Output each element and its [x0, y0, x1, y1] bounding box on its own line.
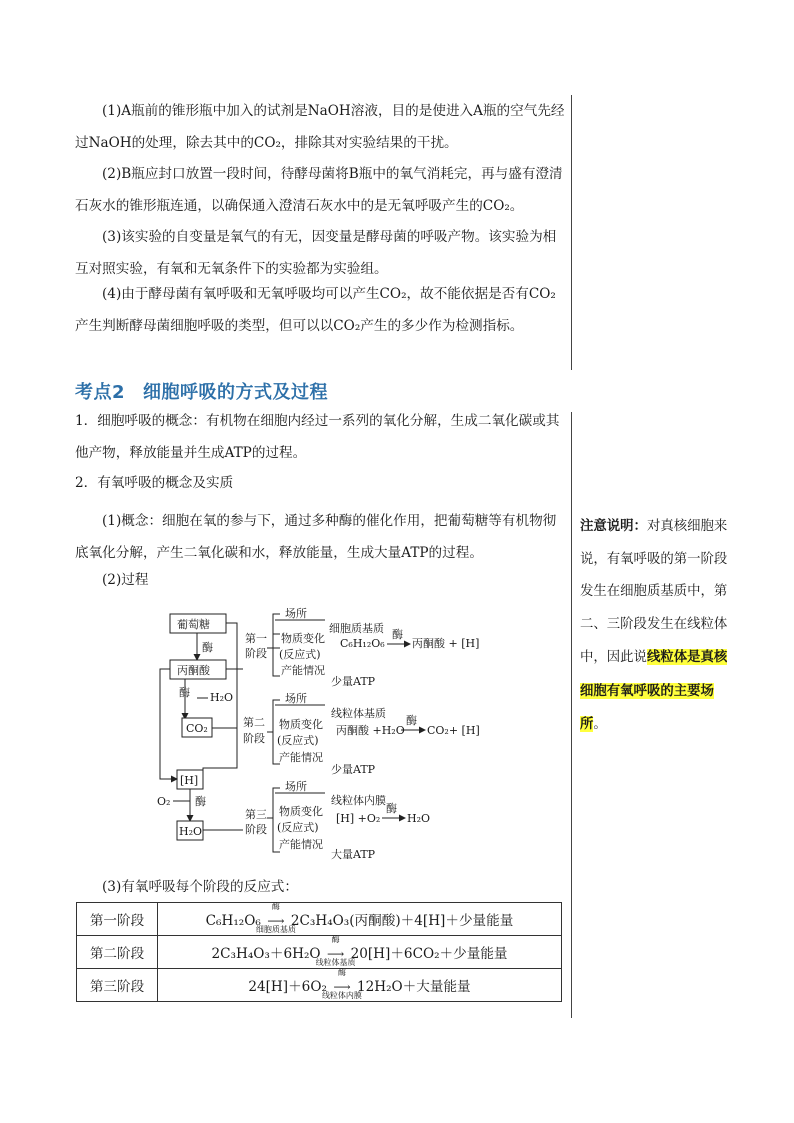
- s1-reaction-key: (反应式): [279, 648, 321, 661]
- aerobic-heading: 2．有氧呼吸的概念及实质: [75, 475, 234, 491]
- s3-eq-enzyme: 酶: [386, 802, 397, 815]
- s1-eq-enzyme: 酶: [392, 628, 403, 641]
- concept-paragraph: 1．细胞呼吸的概念：有机物在细胞内经过一系列的氧化分解，生成二氧化碳或其他产物，释放能量并生成ATP的过程。: [75, 413, 560, 461]
- stage-cell: 第三阶段: [77, 969, 158, 1002]
- s1-change-key: 物质变化: [281, 632, 325, 645]
- enzyme-label-2: 酶: [179, 686, 190, 699]
- s3-change-key: 物质变化: [279, 805, 323, 818]
- s1-eq-left: C₆H₁₂O₆: [340, 637, 385, 650]
- stage-cell: 第二阶段: [77, 936, 158, 969]
- reaction-arrow: 酶 ⟶ 线粒体基质: [315, 935, 356, 968]
- s1-energy-key: 产能情况: [281, 664, 325, 677]
- enzyme-label-1: 酶: [202, 641, 213, 654]
- paragraph-1: (1)A瓶前的锥形瓶中加入的试剂是NaOH溶液，目的是使进入A瓶的空气先经过NaOH的处理，除去其中的CO₂，排除其对实验结果的干扰。: [75, 103, 565, 151]
- glucose-box: 葡萄糖: [177, 618, 210, 631]
- s2-eq-enzyme: 酶: [406, 714, 417, 727]
- equation-cell: C₆H₁₂O₆ 酶 ⟶ 细胞质基质 2C₃H₄O₃(丙酮酸)＋4[H]＋少量能量: [158, 903, 562, 936]
- h2o-box: H₂O: [179, 825, 203, 838]
- h2o-input-label: H₂O: [210, 691, 234, 704]
- process-heading: (2)过程: [102, 572, 149, 588]
- stage3-label-a: 第三: [245, 808, 267, 821]
- aerobic-process-diagram: [155, 604, 495, 866]
- s2-change-key: 物质变化: [279, 718, 323, 731]
- stage-cell: 第一阶段: [77, 903, 158, 936]
- equation-cell: 2C₃H₄O₃＋6H₂O 酶 ⟶ 线粒体基质 20[H]＋6CO₂＋少量能量: [158, 936, 562, 969]
- pyruvate-box: 丙酮酸: [177, 664, 210, 677]
- side-note-text: 对真核细胞来说，有氧呼吸的第一阶段发生在细胞质基质中，第二、三阶段发生在线粒体中，因此说: [580, 519, 728, 665]
- co2-box: CO₂: [186, 722, 208, 735]
- paragraph-2: (2)B瓶应封口放置一段时间，待酵母菌将B瓶中的氧气消耗完，再与盛有澄清石灰水的锥形瓶连通，以确保通入澄清石灰水中的是无氧呼吸产生的CO₂。: [75, 166, 563, 214]
- s1-eq-right: 丙酮酸 + [H]: [412, 637, 480, 650]
- equation-cell: 24[H]＋6O₂ 酶 ⟶ 线粒体内膜 12H₂O＋大量能量: [158, 969, 562, 1002]
- section-title: 细胞呼吸的方式及过程: [143, 382, 329, 403]
- table-row: [77, 936, 562, 969]
- s3-energy-key: 产能情况: [279, 838, 323, 851]
- s2-place-key: 场所: [285, 692, 307, 705]
- stage1-label-b: 阶段: [245, 647, 267, 660]
- divider-lower: [571, 412, 572, 1018]
- paragraph-3: (3)该实验的自变量是氧气的有无，因变量是酵母菌的呼吸产物。该实验为相互对照实验，有氧和无氧条件下的实验都为实验组。: [75, 229, 557, 277]
- s3-eq-right: H₂O: [407, 812, 431, 825]
- s1-place-key: 场所: [285, 607, 307, 620]
- s2-place-value: 线粒体基质: [331, 707, 386, 720]
- side-note-label: 注意说明：: [580, 518, 647, 534]
- reaction-arrow: 酶 ⟶ 线粒体内膜: [321, 968, 362, 1001]
- table-row: [77, 969, 562, 1002]
- s2-eq-right: CO₂+ [H]: [427, 724, 480, 737]
- s2-energy-key: 产能情况: [279, 751, 323, 764]
- s2-reaction-key: (反应式): [277, 734, 319, 747]
- section-heading: [75, 378, 328, 404]
- side-note-highlight: 线粒体是真核细胞有氧呼吸的主要场所: [580, 649, 728, 732]
- s2-energy-value: 少量ATP: [331, 763, 376, 776]
- reaction-table: [76, 902, 562, 1002]
- s1-place-value: 细胞质基质: [329, 622, 384, 635]
- stage1-label-a: 第一: [245, 632, 267, 645]
- o2-input-label: O₂: [157, 795, 171, 808]
- s3-eq-left: [H] +O₂: [336, 812, 381, 825]
- aerobic-concept: (1)概念：细胞在氧的参与下，通过多种酶的催化作用，把葡萄糖等有机物彻底氧化分解，产生二氧化碳和水，释放能量，生成大量ATP的过程。: [75, 513, 557, 561]
- enzyme-label-3: 酶: [195, 795, 206, 808]
- stage2-label-b: 阶段: [243, 732, 265, 745]
- side-note-end: 。: [593, 717, 607, 732]
- h-box: [H]: [180, 774, 199, 787]
- paragraph-4: (4)由于酵母菌有氧呼吸和无氧呼吸均可以产生CO₂，故不能依据是否有CO₂产生判断酵母菌细胞呼吸的类型，但可以以CO₂产生的多少作为检测指标。: [75, 286, 556, 334]
- s3-place-value: 线粒体内膜: [331, 794, 386, 807]
- s3-place-key: 场所: [285, 780, 307, 793]
- s1-energy-value: 少量ATP: [331, 675, 376, 688]
- s3-reaction-key: (反应式): [277, 821, 319, 834]
- divider-upper: [571, 95, 572, 370]
- s2-eq-left: 丙酮酸 +H₂O: [336, 724, 405, 737]
- stage3-label-b: 阶段: [245, 823, 267, 836]
- side-note: [580, 510, 728, 742]
- reaction-heading: (3)有氧呼吸每个阶段的反应式：: [102, 879, 298, 895]
- reaction-arrow: 酶 ⟶ 细胞质基质: [255, 902, 296, 935]
- s3-energy-value: 大量ATP: [331, 848, 376, 861]
- stage2-label-a: 第二: [243, 716, 265, 729]
- section-tag: 考点2: [75, 382, 126, 403]
- table-row: [77, 903, 562, 936]
